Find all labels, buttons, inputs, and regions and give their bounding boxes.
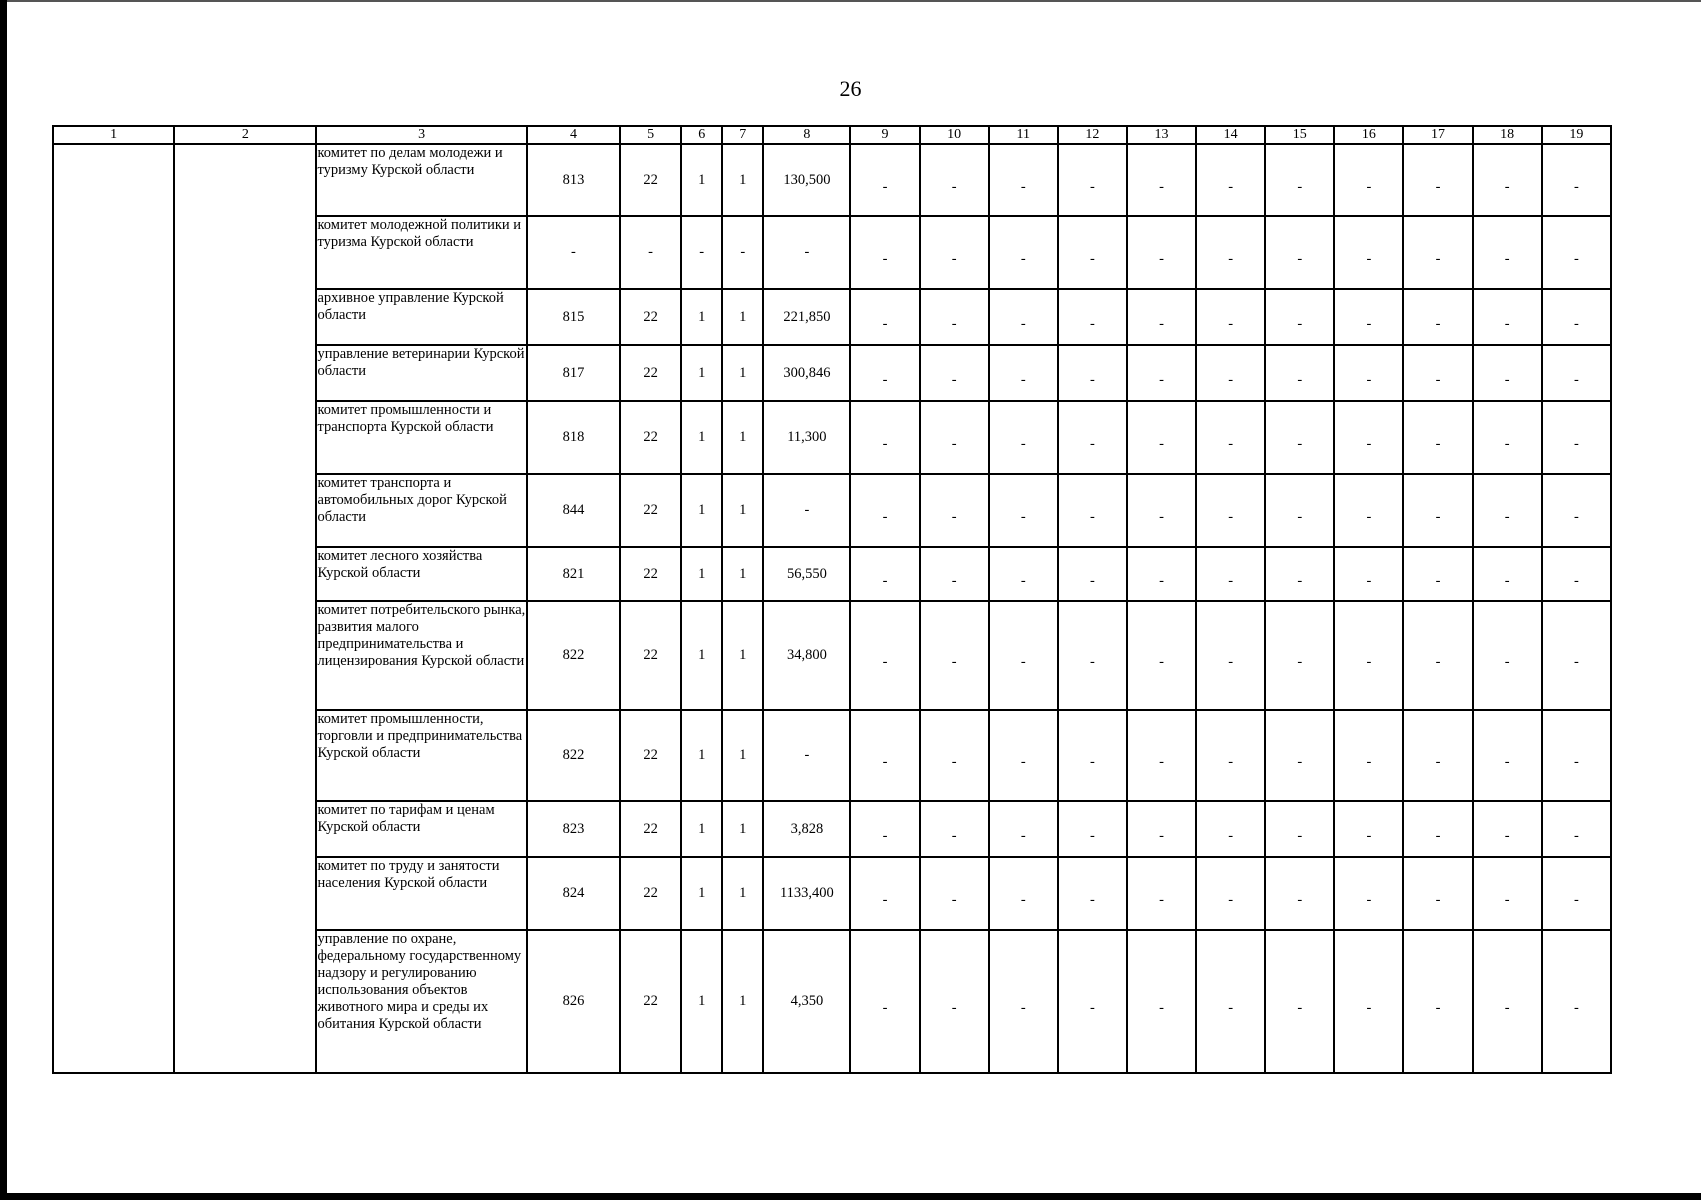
column-number-18: 18 — [1473, 126, 1542, 144]
table-row — [53, 144, 1611, 216]
cell-c19: - — [1542, 289, 1611, 345]
cell-c6: 1 — [681, 710, 722, 801]
cell-c18: - — [1473, 930, 1542, 1073]
cell-c7: 1 — [722, 930, 763, 1073]
agency-name: комитет по делам молодежи и туризму Курской области — [316, 144, 526, 216]
cell-c16: - — [1334, 547, 1403, 601]
cell-c6: 1 — [681, 144, 722, 216]
column-number-12: 12 — [1058, 126, 1127, 144]
agency-name: комитет лесного хозяйства Курской области — [316, 547, 526, 601]
cell-c12: - — [1058, 345, 1127, 401]
cell-c15: - — [1265, 474, 1334, 547]
cell-c17: - — [1403, 547, 1472, 601]
cell-c13: - — [1127, 801, 1196, 857]
cell-c9: - — [850, 474, 919, 547]
cell-c10: - — [920, 930, 989, 1073]
cell-c4: - — [527, 216, 620, 289]
cell-c16: - — [1334, 216, 1403, 289]
cell-c13: - — [1127, 474, 1196, 547]
cell-c18: - — [1473, 801, 1542, 857]
cell-c14: - — [1196, 401, 1265, 474]
cell-c8: 56,550 — [763, 547, 850, 601]
cell-c6: 1 — [681, 857, 722, 930]
cell-c8: 221,850 — [763, 289, 850, 345]
cell-c16: - — [1334, 710, 1403, 801]
cell-c15: - — [1265, 345, 1334, 401]
cell-c10: - — [920, 801, 989, 857]
cell-c13: - — [1127, 547, 1196, 601]
cell-c14: - — [1196, 474, 1265, 547]
cell-c14: - — [1196, 216, 1265, 289]
cell-c5: 22 — [620, 401, 681, 474]
scan-edge-left — [0, 0, 7, 1200]
cell-c10: - — [920, 216, 989, 289]
cell-c14: - — [1196, 289, 1265, 345]
column-number-17: 17 — [1403, 126, 1472, 144]
cell-c7: 1 — [722, 547, 763, 601]
cell-c5: 22 — [620, 857, 681, 930]
cell-c10: - — [920, 601, 989, 710]
cell-c8: 34,800 — [763, 601, 850, 710]
cell-c13: - — [1127, 401, 1196, 474]
cell-c15: - — [1265, 710, 1334, 801]
column-number-19: 19 — [1542, 126, 1611, 144]
cell-c9: - — [850, 930, 919, 1073]
cell-c18: - — [1473, 289, 1542, 345]
cell-c9: - — [850, 401, 919, 474]
cell-c7: 1 — [722, 601, 763, 710]
cell-c4: 824 — [527, 857, 620, 930]
cell-c19: - — [1542, 601, 1611, 710]
cell-c8: 300,846 — [763, 345, 850, 401]
cell-c7: 1 — [722, 801, 763, 857]
cell-c13: - — [1127, 930, 1196, 1073]
cell-c5: 22 — [620, 930, 681, 1073]
cell-c16: - — [1334, 930, 1403, 1073]
cell-c11: - — [989, 601, 1058, 710]
cell-c9: - — [850, 345, 919, 401]
cell-c12: - — [1058, 801, 1127, 857]
cell-c19: - — [1542, 857, 1611, 930]
cell-c14: - — [1196, 930, 1265, 1073]
cell-c7: 1 — [722, 710, 763, 801]
cell-c17: - — [1403, 857, 1472, 930]
cell-c8: - — [763, 216, 850, 289]
cell-c9: - — [850, 601, 919, 710]
cell-c8: 1133,400 — [763, 857, 850, 930]
cell-c17: - — [1403, 345, 1472, 401]
cell-c10: - — [920, 144, 989, 216]
cell-c6: 1 — [681, 474, 722, 547]
cell-c15: - — [1265, 930, 1334, 1073]
agency-name: комитет по труду и занятости населения Курской области — [316, 857, 526, 930]
cell-c11: - — [989, 547, 1058, 601]
cell-c10: - — [920, 401, 989, 474]
cell-c7: 1 — [722, 345, 763, 401]
cell-c7: 1 — [722, 144, 763, 216]
cell-c13: - — [1127, 601, 1196, 710]
cell-c5: 22 — [620, 144, 681, 216]
column-number-5: 5 — [620, 126, 681, 144]
cell-c19: - — [1542, 547, 1611, 601]
cell-c12: - — [1058, 857, 1127, 930]
agency-name: комитет транспорта и автомобильных дорог Курской области — [316, 474, 526, 547]
cell-c8: - — [763, 710, 850, 801]
agency-name: управление ветеринарии Курской области — [316, 345, 526, 401]
cell-c11: - — [989, 345, 1058, 401]
cell-c17: - — [1403, 144, 1472, 216]
column-number-row — [53, 126, 1611, 144]
cell-c15: - — [1265, 601, 1334, 710]
cell-c4: 813 — [527, 144, 620, 216]
cell-c19: - — [1542, 710, 1611, 801]
cell-c5: - — [620, 216, 681, 289]
cell-c9: - — [850, 289, 919, 345]
column-number-8: 8 — [763, 126, 850, 144]
cell-c11: - — [989, 930, 1058, 1073]
cell-c17: - — [1403, 289, 1472, 345]
column-number-7: 7 — [722, 126, 763, 144]
cell-c16: - — [1334, 144, 1403, 216]
cell-c4: 821 — [527, 547, 620, 601]
cell-c5: 22 — [620, 710, 681, 801]
cell-c18: - — [1473, 474, 1542, 547]
cell-c5: 22 — [620, 801, 681, 857]
cell-c19: - — [1542, 345, 1611, 401]
cell-c15: - — [1265, 289, 1334, 345]
cell-c17: - — [1403, 710, 1472, 801]
cell-c13: - — [1127, 857, 1196, 930]
cell-c15: - — [1265, 216, 1334, 289]
cell-c17: - — [1403, 930, 1472, 1073]
cell-c14: - — [1196, 710, 1265, 801]
cell-c17: - — [1403, 216, 1472, 289]
cell-c12: - — [1058, 930, 1127, 1073]
cell-c18: - — [1473, 216, 1542, 289]
cell-c18: - — [1473, 601, 1542, 710]
cell-c12: - — [1058, 216, 1127, 289]
cell-c11: - — [989, 474, 1058, 547]
col-2-cell — [174, 144, 316, 1073]
cell-c11: - — [989, 401, 1058, 474]
agency-name: управление по охране, федеральному государственному надзору и регулированию использования объектов животного мира и среды их обитания Курской области — [316, 930, 526, 1073]
scan-edge-top — [0, 0, 1701, 2]
cell-c16: - — [1334, 474, 1403, 547]
cell-c18: - — [1473, 857, 1542, 930]
cell-c12: - — [1058, 401, 1127, 474]
cell-c11: - — [989, 289, 1058, 345]
cell-c7: 1 — [722, 401, 763, 474]
cell-c12: - — [1058, 474, 1127, 547]
agency-name: комитет молодежной политики и туризма Курской области — [316, 216, 526, 289]
cell-c10: - — [920, 857, 989, 930]
cell-c19: - — [1542, 144, 1611, 216]
cell-c16: - — [1334, 289, 1403, 345]
agency-name: комитет промышленности, торговли и предпринимательства Курской области — [316, 710, 526, 801]
cell-c14: - — [1196, 601, 1265, 710]
cell-c11: - — [989, 710, 1058, 801]
column-number-13: 13 — [1127, 126, 1196, 144]
cell-c14: - — [1196, 144, 1265, 216]
cell-c4: 817 — [527, 345, 620, 401]
cell-c13: - — [1127, 710, 1196, 801]
cell-c16: - — [1334, 601, 1403, 710]
cell-c11: - — [989, 216, 1058, 289]
cell-c9: - — [850, 857, 919, 930]
cell-c15: - — [1265, 857, 1334, 930]
column-number-10: 10 — [920, 126, 989, 144]
cell-c19: - — [1542, 401, 1611, 474]
cell-c7: 1 — [722, 857, 763, 930]
cell-c12: - — [1058, 144, 1127, 216]
cell-c12: - — [1058, 289, 1127, 345]
cell-c18: - — [1473, 547, 1542, 601]
column-number-15: 15 — [1265, 126, 1334, 144]
cell-c5: 22 — [620, 547, 681, 601]
cell-c16: - — [1334, 401, 1403, 474]
cell-c8: 3,828 — [763, 801, 850, 857]
column-number-16: 16 — [1334, 126, 1403, 144]
cell-c12: - — [1058, 547, 1127, 601]
cell-c16: - — [1334, 857, 1403, 930]
cell-c18: - — [1473, 345, 1542, 401]
cell-c18: - — [1473, 401, 1542, 474]
agency-name: комитет потребительского рынка, развития малого предпринимательства и лицензирования Курской области — [316, 601, 526, 710]
cell-c15: - — [1265, 401, 1334, 474]
data-table — [52, 125, 1612, 1074]
cell-c11: - — [989, 857, 1058, 930]
cell-c16: - — [1334, 801, 1403, 857]
cell-c14: - — [1196, 857, 1265, 930]
cell-c5: 22 — [620, 345, 681, 401]
cell-c18: - — [1473, 144, 1542, 216]
cell-c13: - — [1127, 216, 1196, 289]
cell-c13: - — [1127, 144, 1196, 216]
cell-c11: - — [989, 144, 1058, 216]
cell-c13: - — [1127, 289, 1196, 345]
cell-c15: - — [1265, 547, 1334, 601]
page-number: 26 — [839, 76, 862, 101]
cell-c6: 1 — [681, 345, 722, 401]
cell-c8: 130,500 — [763, 144, 850, 216]
cell-c14: - — [1196, 345, 1265, 401]
cell-c17: - — [1403, 474, 1472, 547]
cell-c9: - — [850, 801, 919, 857]
scan-edge-bottom — [0, 1193, 1701, 1200]
column-number-9: 9 — [850, 126, 919, 144]
cell-c18: - — [1473, 710, 1542, 801]
cell-c15: - — [1265, 801, 1334, 857]
cell-c4: 822 — [527, 710, 620, 801]
cell-c7: 1 — [722, 289, 763, 345]
cell-c17: - — [1403, 801, 1472, 857]
column-number-3: 3 — [316, 126, 526, 144]
column-number-6: 6 — [681, 126, 722, 144]
column-number-14: 14 — [1196, 126, 1265, 144]
cell-c16: - — [1334, 345, 1403, 401]
cell-c17: - — [1403, 601, 1472, 710]
cell-c9: - — [850, 710, 919, 801]
cell-c4: 818 — [527, 401, 620, 474]
cell-c6: 1 — [681, 547, 722, 601]
agency-name: архивное управление Курской области — [316, 289, 526, 345]
cell-c4: 844 — [527, 474, 620, 547]
cell-c17: - — [1403, 401, 1472, 474]
cell-c9: - — [850, 144, 919, 216]
cell-c4: 826 — [527, 930, 620, 1073]
cell-c6: 1 — [681, 401, 722, 474]
cell-c7: 1 — [722, 474, 763, 547]
column-number-11: 11 — [989, 126, 1058, 144]
cell-c12: - — [1058, 601, 1127, 710]
cell-c4: 823 — [527, 801, 620, 857]
cell-c8: - — [763, 474, 850, 547]
cell-c15: - — [1265, 144, 1334, 216]
cell-c10: - — [920, 345, 989, 401]
cell-c10: - — [920, 289, 989, 345]
cell-c5: 22 — [620, 601, 681, 710]
cell-c6: 1 — [681, 289, 722, 345]
cell-c6: 1 — [681, 801, 722, 857]
cell-c8: 11,300 — [763, 401, 850, 474]
cell-c5: 22 — [620, 474, 681, 547]
agency-name: комитет промышленности и транспорта Курской области — [316, 401, 526, 474]
cell-c10: - — [920, 710, 989, 801]
cell-c9: - — [850, 216, 919, 289]
cell-c12: - — [1058, 710, 1127, 801]
cell-c19: - — [1542, 474, 1611, 547]
cell-c6: 1 — [681, 930, 722, 1073]
col-1-cell — [53, 144, 174, 1073]
cell-c14: - — [1196, 801, 1265, 857]
cell-c19: - — [1542, 801, 1611, 857]
cell-c14: - — [1196, 547, 1265, 601]
cell-c6: - — [681, 216, 722, 289]
cell-c19: - — [1542, 930, 1611, 1073]
cell-c10: - — [920, 474, 989, 547]
cell-c6: 1 — [681, 601, 722, 710]
cell-c9: - — [850, 547, 919, 601]
cell-c8: 4,350 — [763, 930, 850, 1073]
cell-c7: - — [722, 216, 763, 289]
column-number-4: 4 — [527, 126, 620, 144]
column-number-1: 1 — [53, 126, 174, 144]
cell-c11: - — [989, 801, 1058, 857]
cell-c10: - — [920, 547, 989, 601]
cell-c13: - — [1127, 345, 1196, 401]
cell-c5: 22 — [620, 289, 681, 345]
cell-c4: 815 — [527, 289, 620, 345]
cell-c19: - — [1542, 216, 1611, 289]
cell-c4: 822 — [527, 601, 620, 710]
agency-name: комитет по тарифам и ценам Курской области — [316, 801, 526, 857]
column-number-2: 2 — [174, 126, 316, 144]
